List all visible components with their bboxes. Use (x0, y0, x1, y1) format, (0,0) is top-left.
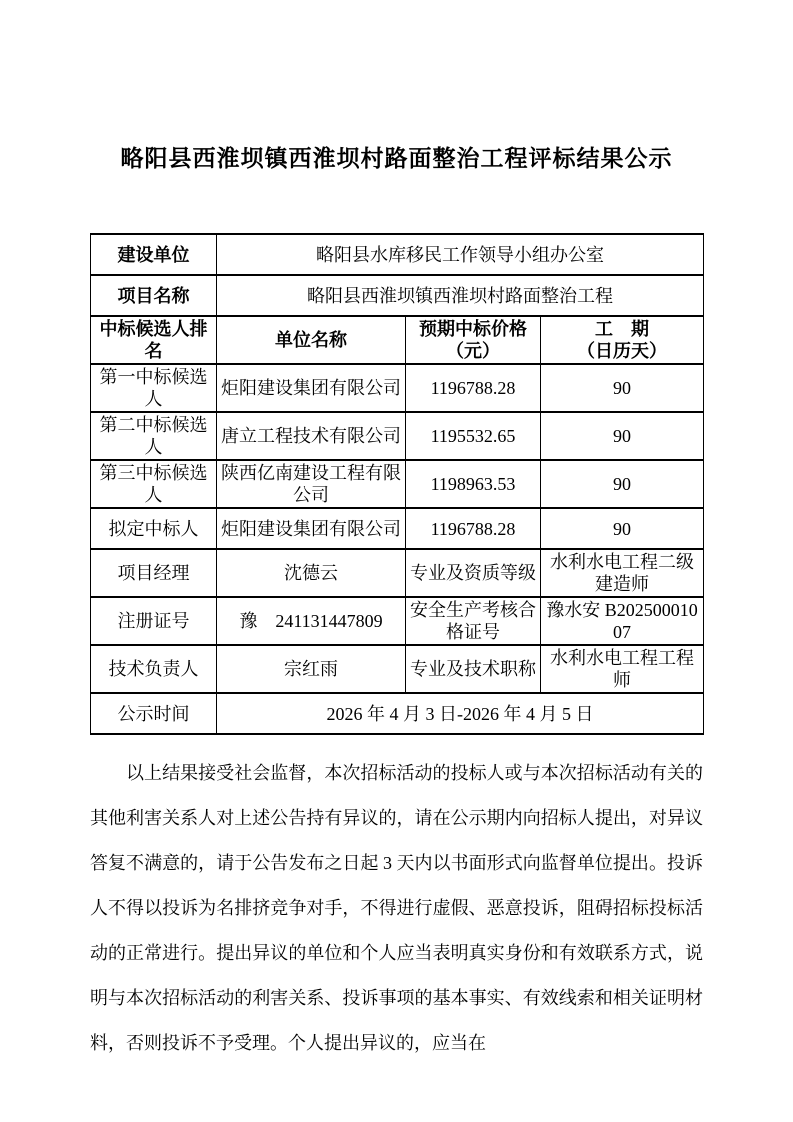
row-project-manager (91, 549, 704, 597)
tech-lead-attr-value: 水利水电工程工程师 (541, 645, 704, 693)
proposed-winner-company: 炬阳建设集团有限公司 (217, 508, 406, 549)
header-duration-line1: 工 期 (595, 319, 649, 339)
row-publicity-time (91, 693, 704, 734)
project-manager-label: 项目经理 (91, 549, 217, 597)
row-proposed-winner (91, 508, 704, 549)
row-candidate-1 (91, 364, 704, 412)
project-manager-attr-label: 专业及资质等级 (406, 549, 541, 597)
candidate-3-rank: 第三中标候选人 (91, 460, 217, 508)
proposed-winner-price: 1196788.28 (406, 508, 541, 549)
publicity-time-label: 公示时间 (91, 693, 217, 734)
registration-attr-label: 安全生产考核合格证号 (406, 597, 541, 645)
row-table-header (91, 316, 704, 364)
bid-result-table (90, 233, 704, 735)
registration-attr-value: 豫水安 B20250001007 (541, 597, 704, 645)
candidate-3-duration: 90 (541, 460, 704, 508)
notice-paragraph: 以上结果接受社会监督，本次招标活动的投标人或与本次招标活动有关的其他利害关系人对上述公告持有异议的，请在公示期内向招标人提出，对异议答复不满意的，请于公告发布之日起 3 天内以书面形式向监督单位提出。投诉人不得以投诉为名排挤竞争对手，不得进行虚假、恶意投诉，阻碍招标投标活动的正常进行。提出异议的单位和个人应当表明真实身份和有效联系方式，说明与本次招标活动的利害关系、投诉事项的基本事实、有效线索和相关证明材料，否则投诉不予受理。个人提出异议的，应当在 (90, 763, 703, 1053)
candidate-3-price: 1198963.53 (406, 460, 541, 508)
project-manager-name: 沈德云 (217, 549, 406, 597)
proposed-winner-rank: 拟定中标人 (91, 508, 217, 549)
registration-value: 豫 241131447809 (217, 597, 406, 645)
project-name-value: 略阳县西淮坝镇西淮坝村路面整治工程 (217, 275, 704, 316)
project-manager-attr-value: 水利水电工程二级建造师 (541, 549, 704, 597)
construction-unit-label: 建设单位 (91, 234, 217, 275)
row-project-name (91, 275, 704, 316)
candidate-3-company: 陕西亿南建设工程有限公司 (217, 460, 406, 508)
candidate-1-duration: 90 (541, 364, 704, 412)
candidate-1-price: 1196788.28 (406, 364, 541, 412)
header-duration-line2: （日历天） (577, 341, 667, 361)
registration-label: 注册证号 (91, 597, 217, 645)
row-tech-lead (91, 645, 704, 693)
publicity-time-value: 2026 年 4 月 3 日-2026 年 4 月 5 日 (217, 693, 704, 734)
tech-lead-label: 技术负责人 (91, 645, 217, 693)
row-registration (91, 597, 704, 645)
construction-unit-value: 略阳县水库移民工作领导小组办公室 (217, 234, 704, 275)
candidate-2-price: 1195532.65 (406, 412, 541, 460)
header-rank: 中标候选人排名 (91, 316, 217, 364)
candidate-2-duration: 90 (541, 412, 704, 460)
header-price-line2: （元） (446, 341, 500, 361)
proposed-winner-duration: 90 (541, 508, 704, 549)
page-title: 略阳县西淮坝镇西淮坝村路面整治工程评标结果公示 (120, 146, 673, 171)
project-name-label: 项目名称 (91, 275, 217, 316)
candidate-1-rank: 第一中标候选人 (91, 364, 217, 412)
row-candidate-3 (91, 460, 704, 508)
header-price-line1: 预期中标价格 (419, 319, 527, 339)
tech-lead-attr-label: 专业及技术职称 (406, 645, 541, 693)
header-duration (541, 316, 704, 364)
candidate-2-rank: 第二中标候选人 (91, 412, 217, 460)
row-construction-unit (91, 234, 704, 275)
candidate-2-company: 唐立工程技术有限公司 (217, 412, 406, 460)
header-price (406, 316, 541, 364)
header-company: 单位名称 (217, 316, 406, 364)
candidate-1-company: 炬阳建设集团有限公司 (217, 364, 406, 412)
tech-lead-name: 宗红雨 (217, 645, 406, 693)
row-candidate-2 (91, 412, 704, 460)
